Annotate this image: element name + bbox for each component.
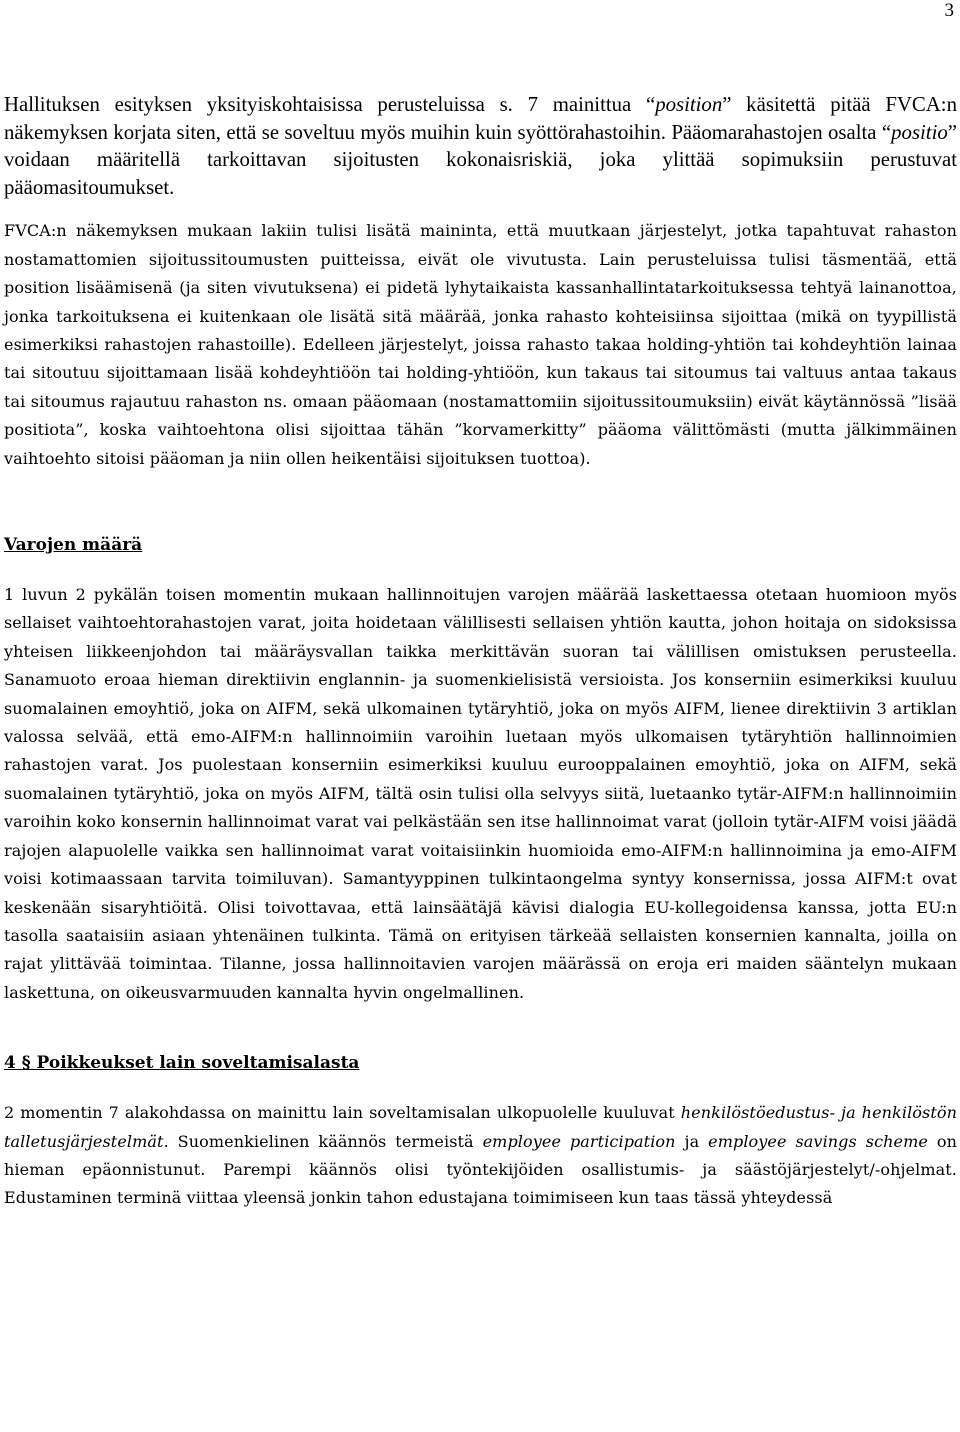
paragraph-leverage: FVCA:n näkemyksen mukaan lakiin tulisi lisätä maininta, että muutkaan järjestelyt, jotka tapahtuvat rahaston nostamattomien sijoitussitoumusten puitteissa, eivät ole vivutusta. Lain perusteluissa tulisi täsmentää, että position lisäämisenä (ja siten vivutuksena) ei pidetä lyhytaikaista kassanhallintatarkoituksessa tehtyä lainanottoa, jonka tarkoituksena ei kuitenkaan ole lisätä sitä määrää, jonka rahasto kohteisiinsa sijoittaa (mikä on tyypillistä esimerkiksi rahastojen rahastoille). Edelleen järjestelyt, joissa rahasto takaa holding-yhtiön tai kohdeyhtiön lainaa tai sitoutuu sijoittamaan lisää kohdeyhtiöön tai holding-yhtiöön, kun takaus tai sitoumus tai valtuus antaa takaus tai sitoumus rajautuu rahaston ns. omaan pääomaan (nostamattomiin sijoitussitoumuksiin) eivät käytännössä ”lisää positiota”, koska vaihtoehtona olisi sijoittaa tähän ”korvamerkitty” pääoma välittömästi (mutta jälkimmäinen vaihtoehto sitoisi pääoman ja niin ollen heikentäisi sijoituksen tuottoa). bbox=[4, 221, 957, 468]
page-number: 3 bbox=[944, 0, 954, 21]
paragraph-position-definition bbox=[4, 91, 957, 201]
italic-term: position bbox=[655, 93, 723, 116]
italic-term: positio bbox=[891, 120, 948, 144]
italic-term: employee savings scheme bbox=[708, 1131, 928, 1151]
italic-term: henkilöstöedustus- ja henkilöstön talletusjärjestelmät bbox=[4, 1103, 957, 1151]
text-run: on hieman epäonnistunut. Parempi käännös olisi työntekijöiden osallistumis- ja säästöjärjestelyt/-ohjelmat. Edustaminen terminä viittaa yleensä jonkin tahon edustajana toimimiseen kun taas tässä yhteydessä bbox=[4, 1131, 958, 1208]
paragraph-exceptions bbox=[4, 1099, 957, 1213]
italic-term: employee participation bbox=[482, 1131, 676, 1151]
section-heading-varojen-maara: Varojen määrä bbox=[4, 535, 143, 556]
section-heading-poikkeukset: 4 § Poikkeukset lain soveltamisalasta bbox=[4, 1053, 360, 1074]
paragraph-assets-amount: 1 luvun 2 pykälän toisen momentin mukaan hallinnoitujen varojen määrää laskettaessa otetaan huomioon myös sellaiset vaihtoehtorahastojen varat, joita hoidetaan välillisesti sellaisen yhtiön kautta, johon hoitaja on sidoksissa yhteisen liikkeenjohdon tai määräysvallan taikka merkittävän suoran tai välillisen omistuksen perusteella. Sanamuoto eroaa hieman direktiivin englannin- ja suomenkielisistä versioista. Jos konserniin esimerkiksi kuuluu suomalainen emoyhtiö, joka on AIFM, sekä ulkomainen tytäryhtiö, joka on myös AIFM, lienee direktiivin 3 artiklan valossa selvää, että emo-AIFM:n hallinnoimiin varoihin luetaan myös ulkomaisen tytäryhtiön hallinnoimien rahastojen varat. Jos puolestaan konserniin esimerkiksi kuuluu eurooppalainen emoyhtiö, joka on AIFM, sekä suomalainen tytäryhtiö, joka on myös AIFM, tältä osin tulisi olla selvyys siitä, luetaanko tytär-AIFM:n hallinnoimiin varoihin koko konsernin hallinnoimat varat vai pelkästään sen itse hallinnoimat varat (jolloin tytär-AIFM voisi jäädä rajojen alapuolelle vaikka sen hallinnoimat varat voitaisiinkin huomioida emo-AIFM:n hallinnoimina ja emo-AIFM voisi kotimaassaan tarvita toimiluvan). Samantyyppinen tulkintaongelma syntyy konsernissa, jossa AIFM:t ovat keskenään sisaryhtiöitä. Olisi toivottavaa, että lainsäätäjä kävisi dialogia EU-kollegoidensa kanssa, jotta EU:n tasolla saataisiin asiaan yhtenäinen tulkinta. Tämä on erityisen tärkeää sellaisten konsernien kannalta, joilla on rajat ylittävää toimintaa. Tilanne, jossa hallinnoitavien varojen määrässä on eroja eri maiden sääntelyn mukaan laskettuna, on oikeusvarmuuden kannalta hyvin ongelmallinen. bbox=[4, 585, 957, 1002]
text-run: ” voidaan määritellä tarkoittavan sijoitusten kokonaisriskiä, joka ylittää sopimuksiin perustuvat pääomasitoumukset. bbox=[4, 120, 957, 199]
text-run: Hallituksen esityksen yksityiskohtaisissa perusteluissa s. 7 mainittua “ bbox=[4, 93, 656, 116]
text-run: ” käsitettä pitää FVCA:n näkemyksen korjata siten, että se soveltuu myös muihin kuin syöttörahastoihin. Pääomarahastojen osalta “ bbox=[4, 93, 957, 144]
document-body bbox=[4, 91, 957, 1213]
text-run: ja bbox=[675, 1131, 709, 1151]
text-run: 2 momentin 7 alakohdassa on mainittu lain soveltamisalan ulkopuolelle kuuluvat bbox=[4, 1103, 681, 1123]
text-run: . Suomenkielinen käännös termeistä bbox=[163, 1131, 483, 1151]
